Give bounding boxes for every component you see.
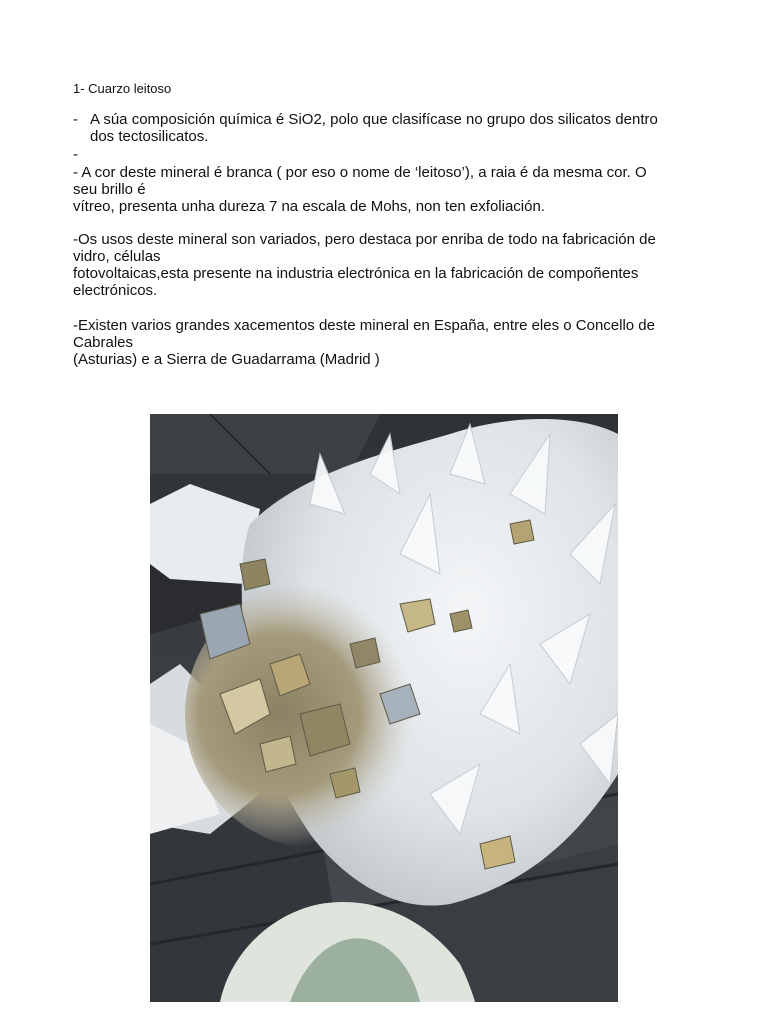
empty-bullet-dash: - <box>73 146 78 163</box>
paragraph-color-line-3: vítreo, presenta unha dureza 7 na escala de Mohs, non ten exfoliación. <box>73 198 545 215</box>
paragraph-color-line-2: seu brillo é <box>73 181 146 198</box>
paragraph-deposits-line-1: -Existen varios grandes xacementos deste mineral en España, entre eles o Concello de <box>73 317 655 334</box>
paragraph-uses-line-2: vidro, células <box>73 248 161 265</box>
section-heading: 1- Cuarzo leitoso <box>73 81 172 96</box>
paragraph-color-line-1: - A cor deste mineral é branca ( por eso o nome de ‘leitoso’), a raia é da mesma cor. O <box>73 164 647 181</box>
bullet-text-line-2: dos tectosilicatos. <box>90 128 209 145</box>
paragraph-uses-line-4: electrónicos. <box>73 282 158 299</box>
paragraph-uses-line-3: fotovoltaicas,esta presente na industria electrónica en la fabricación de compoñentes <box>73 265 639 282</box>
bullet-composition <box>73 111 698 145</box>
paragraph-uses <box>73 231 698 299</box>
paragraph-color <box>73 164 698 215</box>
paragraph-deposits-line-2: Cabrales <box>73 334 134 351</box>
bullet-dash: - <box>73 111 78 128</box>
paragraph-deposits-line-3: (Asturias) e a Sierra de Guadarrama (Madrid ) <box>73 351 380 368</box>
bullet-text-line-1: A súa composición química é SiO2, polo que clasifícase no grupo dos silicatos dentro <box>90 111 658 128</box>
paragraph-deposits <box>73 317 698 368</box>
quartz-pyrite-image <box>150 414 618 1002</box>
mineral-photo <box>150 414 618 1002</box>
paragraph-uses-line-1: -Os usos deste mineral son variados, pero destaca por enriba de todo na fabricación de <box>73 231 656 248</box>
